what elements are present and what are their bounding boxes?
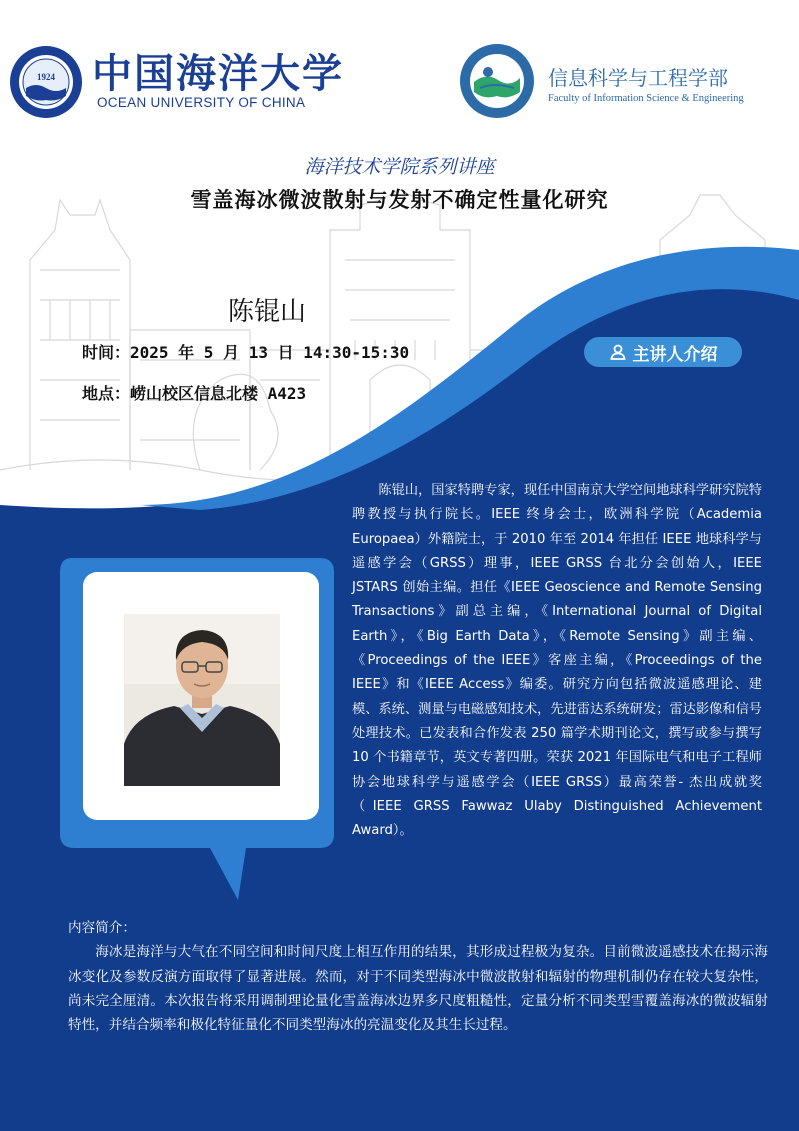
lecture-series: 海洋技术学院系列讲座 <box>304 156 495 178</box>
university-name-cn: 中国海洋大学 <box>92 50 344 97</box>
summary-heading: 内容简介： <box>68 920 136 936</box>
summary-body: 海冰是海洋与大气在不同空间和时间尺度上相互作用的结果，其形成过程极为复杂。目前微波遥感技术在揭示海冰变化及参数反演方面取得了显著进展。然而，对于不同类型海冰中微波散射和辐射的物理机制仍存在较大复杂性，尚未完全厘清。本次报告将采用调制理论量化雪盖海冰边界多尺度粗糙性，定量分析不同类型雪覆盖海冰的微波辐射特性，并结合频率和极化特征量化不同类型海冰的亮温变化及其生长过程。 <box>68 944 768 1034</box>
university-name-en: OCEAN UNIVERSITY OF CHINA <box>97 95 306 110</box>
speaker-name: 陈锟山 <box>228 297 307 327</box>
person-icon <box>609 343 627 361</box>
event-time: 时间：2025 年 5 月 13 日 14:30-15:30 <box>82 343 410 362</box>
speaker-intro-badge <box>584 337 742 367</box>
talk-summary <box>68 916 768 1037</box>
speaker-photo <box>124 614 280 786</box>
faculty-name-cn: 信息科学与工程学部 <box>548 66 728 90</box>
speaker-bio <box>352 479 762 843</box>
seal-year: 1924 <box>37 72 55 82</box>
event-location: 地点：崂山校区信息北楼 A423 <box>82 384 307 403</box>
faculty-name-en: Faculty of Information Science & Engineering <box>548 93 744 104</box>
lecture-title: 雪盖海冰微波散射与发射不确定性量化研究 <box>190 187 609 212</box>
ouc-seal-logo <box>8 44 84 120</box>
speaker-intro-label: 主讲人介绍 <box>632 344 718 365</box>
faculty-logo <box>458 42 536 120</box>
speaker-bio-text: 陈锟山，国家特聘专家，现任中国南京大学空间地球科学研究院特聘教授与执行院长。IEEE 终身会士，欧洲科学院（Academia Europaea）外籍院士，于 2010 年至 2014 年担任 IEEE 地球科学与遥感学会（GRSS）理事，IEEE GRSS 台北分会创始人，IEEE JSTARS 创始主编。担任《IEEE Geoscience and Remote Sensing Transactions》副总主编，《International Journal of Digital Earth》，《Big Earth Data》，《Remote Sensing》副主编、《Proceedings of the IEEE》客座主编，《Proceedings of the IEEE》和《IEEE Access》编委。研究方向包括微波遥感理论、建模、系统、测量与电磁感知技术，先进雷达系统研发；雷达影像和信号处理技术。已发表和合作发表 250 篇学术期刊论文，撰写或参与撰写 10 个书籍章节，英文专著四册。荣获 2021 年国际电气和电子工程师协会地球科学与遥感学会（IEEE GRSS）最高荣誉- 杰出成就奖（IEEE GRSS Fawwaz Ulaby Distinguished Achievement Award）。 <box>352 483 762 839</box>
